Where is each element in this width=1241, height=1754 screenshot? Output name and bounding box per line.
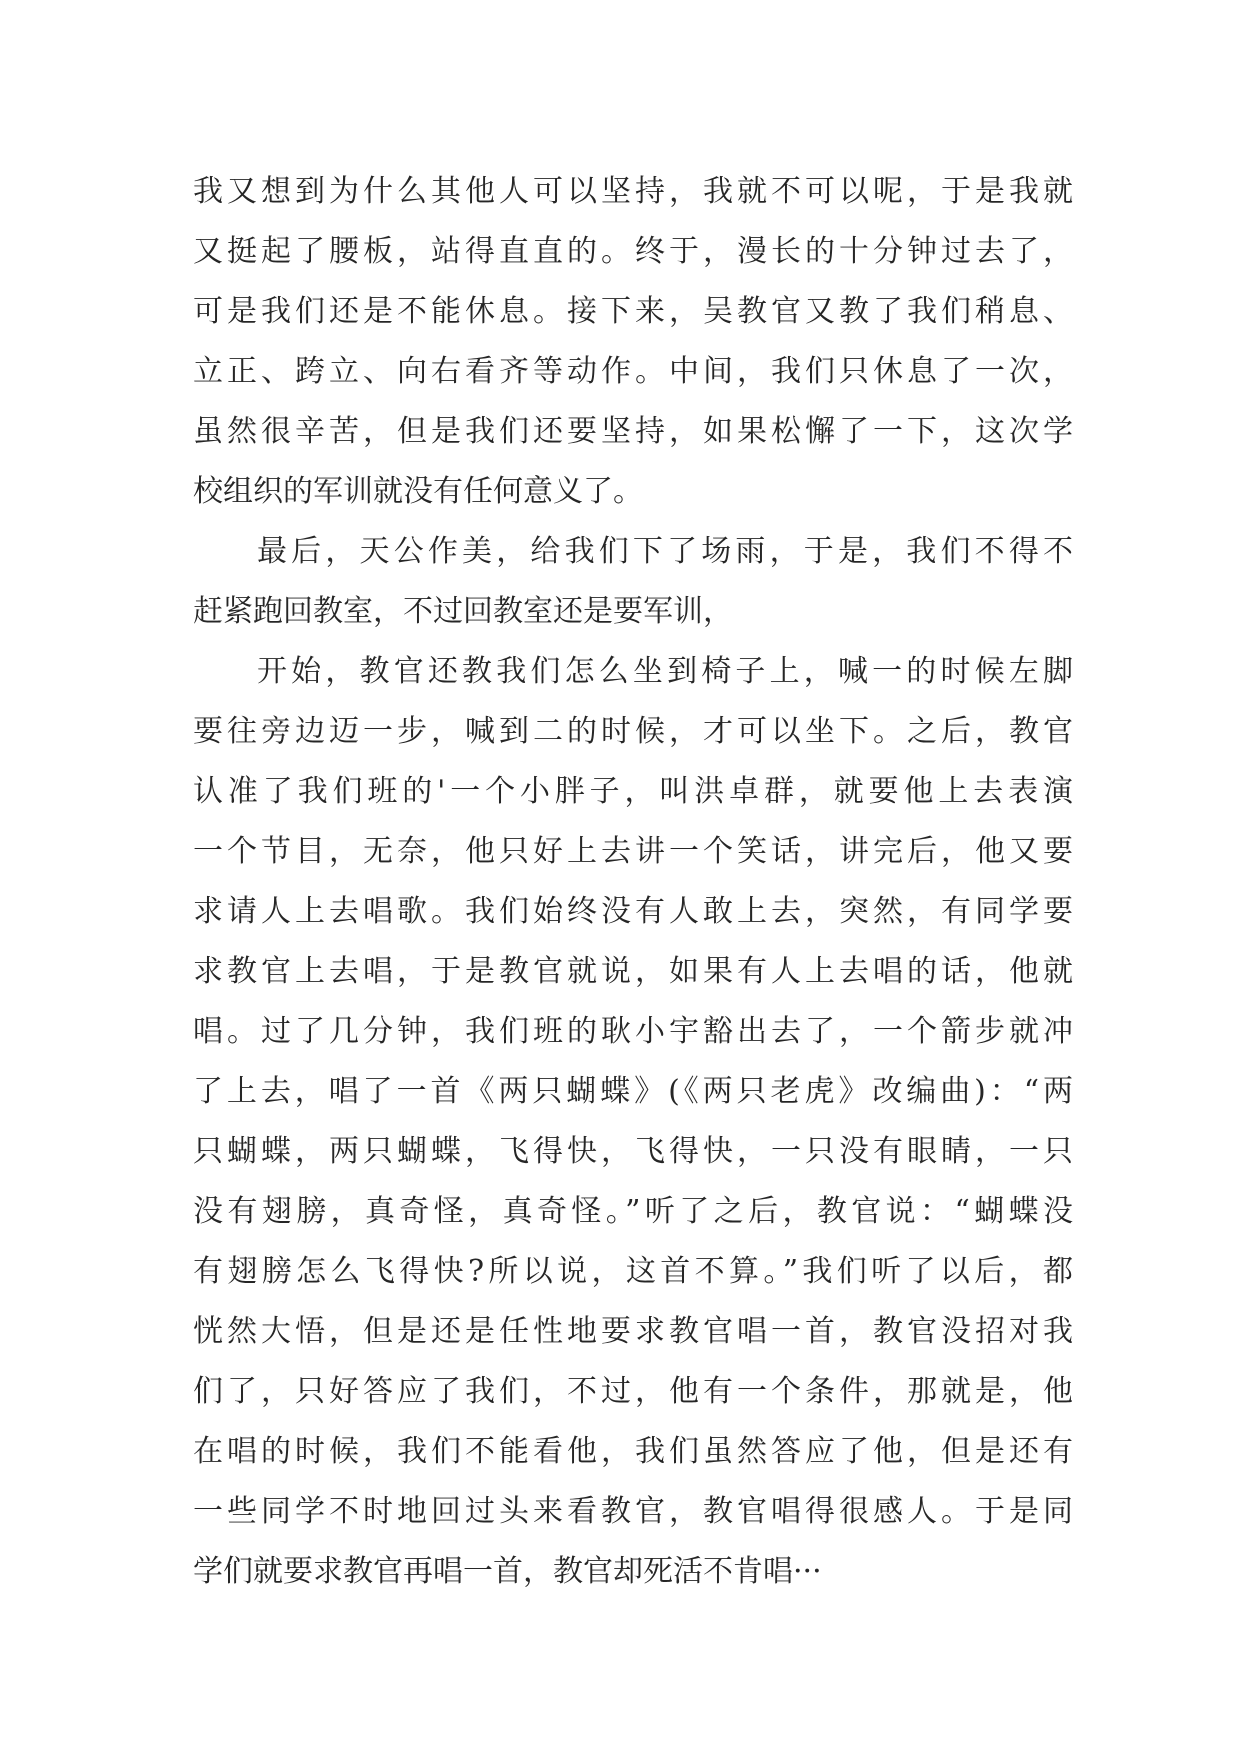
text-line: 一些同学不时地回过头来看教官，教官唱得很感人。于是同 — [193, 1494, 1073, 1529]
text-line: 我又想到为什么其他人可以坚持，我就不可以呢，于是我就 — [193, 174, 1073, 209]
text-line: 唱。过了几分钟，我们班的耿小宇豁出去了，一个箭步就冲 — [193, 1014, 1073, 1049]
text-line: 校组织的军训就没有任何意义了。 — [193, 474, 643, 509]
text-line: 要往旁边迈一步，喊到二的时候，才可以坐下。之后，教官 — [193, 714, 1073, 749]
text-line: 学们就要求教官再唱一首，教官却死活不肯唱··· — [193, 1554, 822, 1589]
text-line: 有翅膀怎么飞得快?所以说，这首不算。”我们听了以后，都 — [193, 1254, 1073, 1289]
paragraph-first-line: 开始，教官还教我们怎么坐到椅子上，喊一的时候左脚 — [257, 654, 1073, 689]
text-line: 们了，只好答应了我们，不过，他有一个条件，那就是，他 — [193, 1374, 1073, 1409]
text-line: 认准了我们班的'一个小胖子，叫洪卓群，就要他上去表演 — [193, 774, 1073, 809]
text-line: 可是我们还是不能休息。接下来，吴教官又教了我们稍息、 — [193, 294, 1073, 329]
text-line: 在唱的时候，我们不能看他，我们虽然答应了他，但是还有 — [193, 1434, 1073, 1469]
text-line: 只蝴蝶，两只蝴蝶，飞得快，飞得快，一只没有眼睛，一只 — [193, 1134, 1073, 1169]
text-line: 虽然很辛苦，但是我们还要坚持，如果松懈了一下，这次学 — [193, 414, 1073, 449]
text-line: 了上去，唱了一首《两只蝴蝶》(《两只老虎》改编曲)：“两 — [193, 1074, 1073, 1109]
text-line: 没有翅膀，真奇怪，真奇怪。”听了之后，教官说：“蝴蝶没 — [193, 1194, 1073, 1229]
text-line: 求请人上去唱歌。我们始终没有人敢上去，突然，有同学要 — [193, 894, 1073, 929]
text-line: 又挺起了腰板，站得直直的。终于，漫长的十分钟过去了， — [193, 234, 1073, 269]
text-line: 一个节目，无奈，他只好上去讲一个笑话，讲完后，他又要 — [193, 834, 1073, 869]
text-line: 求教官上去唱，于是教官就说，如果有人上去唱的话，他就 — [193, 954, 1073, 989]
paragraph-first-line: 最后，天公作美，给我们下了场雨，于是，我们不得不 — [257, 534, 1073, 569]
text-line: 赶紧跑回教室，不过回教室还是要军训， — [193, 594, 733, 629]
text-line: 恍然大悟，但是还是任性地要求教官唱一首，教官没招对我 — [193, 1314, 1073, 1349]
body-text — [193, 162, 1073, 1602]
text-line: 立正、跨立、向右看齐等动作。中间，我们只休息了一次， — [193, 354, 1073, 389]
